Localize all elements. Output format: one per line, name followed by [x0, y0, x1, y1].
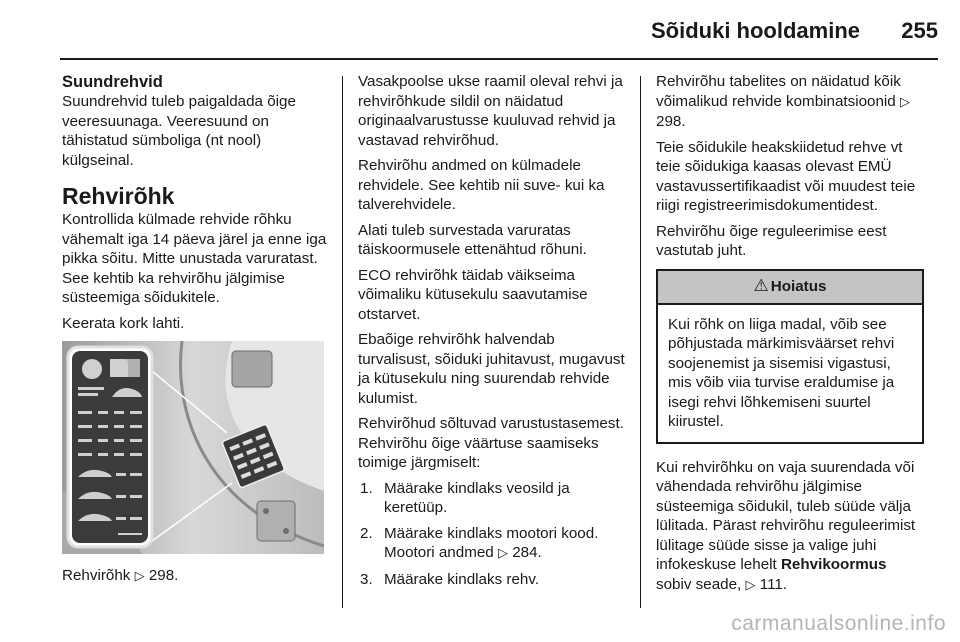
paragraph: Ebaõige rehvirõhk halvendab turvalisust, sõiduki juhitavust, mugavust ja kütusekulu ning suurendab rehvide kulumist.: [358, 331, 625, 407]
list-item: 3. Määrake kindlaks rehv.: [360, 570, 540, 588]
heading-tyre-pressure: Rehvirõhk: [62, 183, 175, 209]
column-divider-1: [342, 76, 343, 608]
warning-box: [656, 269, 924, 444]
paragraph: ECO rehvirõhk täidab väikseima võimaliku kütusekulu saavutamise otstarvet.: [358, 266, 588, 323]
list-item: 1. Määrake kindlaks veosild ja keretüüp.: [360, 479, 570, 516]
warning-text: Kui rõhk on liiga madal, võib see põhjustada märkimisväärset rehvi soojenemist ja sisemisi vigastusi, mis võib viia turvise eraldumise ja isegi rehvi lõhkemiseni suurtel kiirustel.: [668, 315, 895, 430]
page-header: [0, 0, 960, 60]
header-divider: [60, 58, 938, 60]
right-triangle-icon: ▷: [134, 569, 145, 584]
paragraph: Alati tuleb survestada varuratas täiskoormusele ettenähtud rõhuni.: [358, 221, 587, 258]
steps-list: [358, 479, 626, 590]
paragraph: Rehvirõhu andmed on külmadele rehvidele. See kehtib nii suve- kui ka talverehvidele.: [358, 157, 605, 213]
heading-directional-tyres: Suundrehvid: [62, 73, 163, 91]
column-3: [656, 72, 924, 601]
right-triangle-icon: ▷: [497, 546, 508, 561]
page-title: Sõiduki hooldamine: [650, 18, 860, 43]
paragraph: Rehvirõhu õige reguleerimise eest vastutab juht.: [656, 222, 887, 259]
page-number: 255: [901, 18, 938, 43]
paragraph: Vasakpoolse ukse raamil oleval rehvi ja rehvirõhkude sildil on näidatud originaalvarustusse kuuluvad rehvid ja vastavad rehvirõhud.: [358, 73, 623, 149]
right-triangle-icon: ▷: [745, 577, 756, 593]
paragraph: Teie sõidukile heakskiidetud rehve vt teie sõidukiga kaasas olevast EMÜ vastavussertifikaadist või muudest teie riigi registreerimisdokumentidest.: [656, 138, 916, 214]
paragraph: Suundrehvid tuleb paigaldada õige veeresuunaga. Veeresuund on tähistatud sümboliga (nt nool) külgseinal.: [62, 93, 296, 169]
column-divider-2: [640, 76, 641, 608]
paragraph: Kui rehvirõhku on vaja suurendada või vähendada rehvirõhu jälgimise süsteemiga sõidukil, tuleb süüde välja lülitada. Pärast rehvirõhu reguleerimist lülitage süüde sisse ja valige juhi infokeskuse lehelt Rehvikoormus sobiv seade, ▷ 111.: [656, 458, 916, 593]
door-frame-illustration: [62, 341, 324, 554]
right-triangle-icon: ▷: [900, 94, 910, 110]
paragraph: Keerata kork lahti.: [62, 314, 185, 332]
column-2: [358, 72, 626, 595]
warning-header: ⚠ Hoiatus: [658, 271, 922, 305]
warning-triangle-icon: ⚠: [753, 275, 769, 296]
paragraph: Kontrollida külmade rehvide rõhku vähemalt iga 14 päeva järel ja enne iga pikka sõitu. Mitte unustada varuratast. See kehtib ka rehvirõhu jälgimise süsteemiga sõidukitele.: [62, 211, 327, 306]
column-1: [62, 72, 328, 593]
figure-caption: Rehvirõhk ▷ 298.: [62, 567, 179, 584]
menu-term: Rehvikoormus: [780, 556, 887, 573]
list-item: 2. Määrake kindlaks mootori kood. Mootori andmed ▷ 284.: [360, 524, 599, 561]
paragraph: Rehvirõhu tabelites on näidatud kõik võimalikud rehvide kombinatsioonid ▷ 298.: [656, 73, 910, 130]
watermark: carmanualsonline.info: [731, 612, 946, 635]
tyre-pressure-label-figure: [62, 341, 324, 554]
paragraph: Rehvirõhud sõltuvad varustustasemest. Rehvirõhu õige väärtuse saamiseks toimige järgmiselt:: [358, 415, 624, 471]
